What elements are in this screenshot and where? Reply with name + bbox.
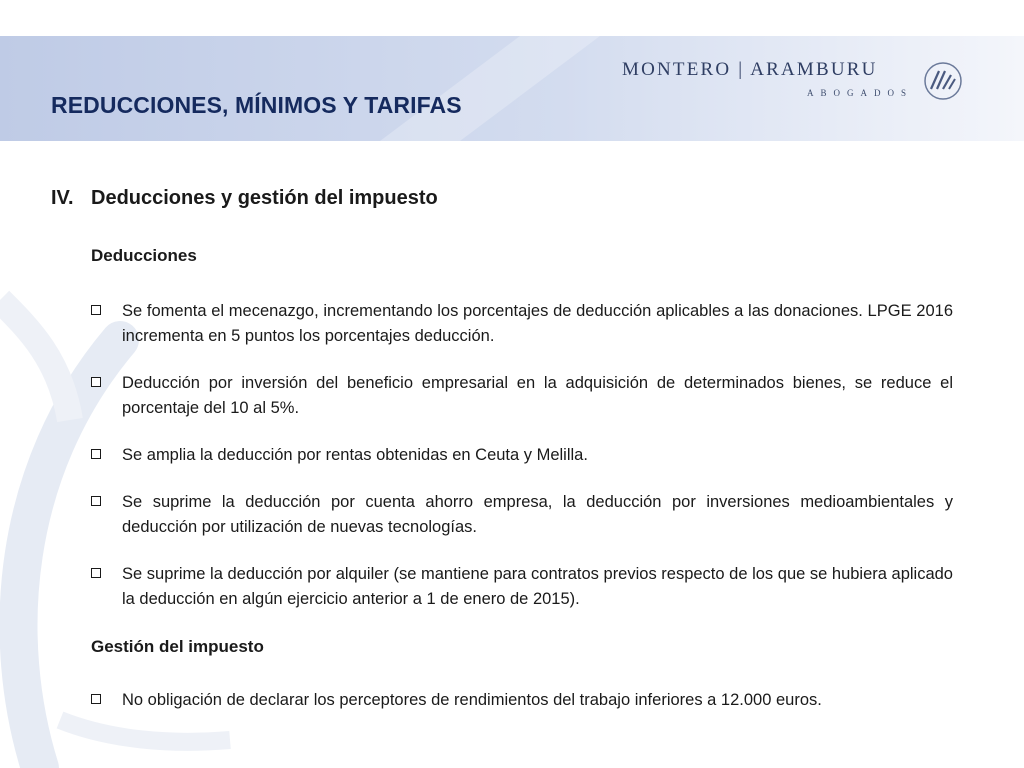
section-number: IV. [51,187,74,209]
list-item-text: Se suprime la deducción por cuenta ahorro empresa, la deducción por inversiones medioambientales y deducción por utilización de nuevas tecnologías. [122,493,953,536]
checkbox-bullet-icon [91,305,101,315]
checkbox-bullet-icon [91,377,101,387]
subheading-gestion: Gestión del impuesto [91,637,264,656]
list-item-text: No obligación de declarar los perceptores de rendimientos del trabajo inferiores a 12.000 euros. [122,691,822,709]
page-title: REDUCCIONES, MÍNIMOS Y TARIFAS [51,92,462,118]
checkbox-bullet-icon [91,568,101,578]
checkbox-bullet-icon [91,694,101,704]
list-item-text: Se fomenta el mecenazgo, incrementando los porcentajes de deducción aplicables a las donaciones. LPGE 2016 incrementa en 5 puntos los porcentajes deducción. [122,302,953,345]
list-item-text: Se suprime la deducción por alquiler (se mantiene para contratos previos respecto de los que se hubiera aplicado la deducción en algún ejercicio anterior a 1 de enero de 2015). [122,565,953,608]
checkbox-bullet-icon [91,496,101,506]
list-item-text: Se amplia la deducción por rentas obtenidas en Ceuta y Melilla. [122,446,588,464]
section-heading [51,187,438,210]
firm-logo [622,59,972,107]
section-title: Deducciones y gestión del impuesto [91,187,438,209]
list-item-text: Deducción por inversión del beneficio empresarial en la adquisición de determinados bienes, se reduce el porcentaje del 10 al 5%. [122,374,953,417]
subheading-deducciones: Deducciones [91,246,197,265]
logo-name: MONTERO | ARAMBURU [622,59,878,80]
checkbox-bullet-icon [91,449,101,459]
logo-subtitle: ABOGADOS [807,88,914,98]
firm-monogram-icon [921,59,965,103]
